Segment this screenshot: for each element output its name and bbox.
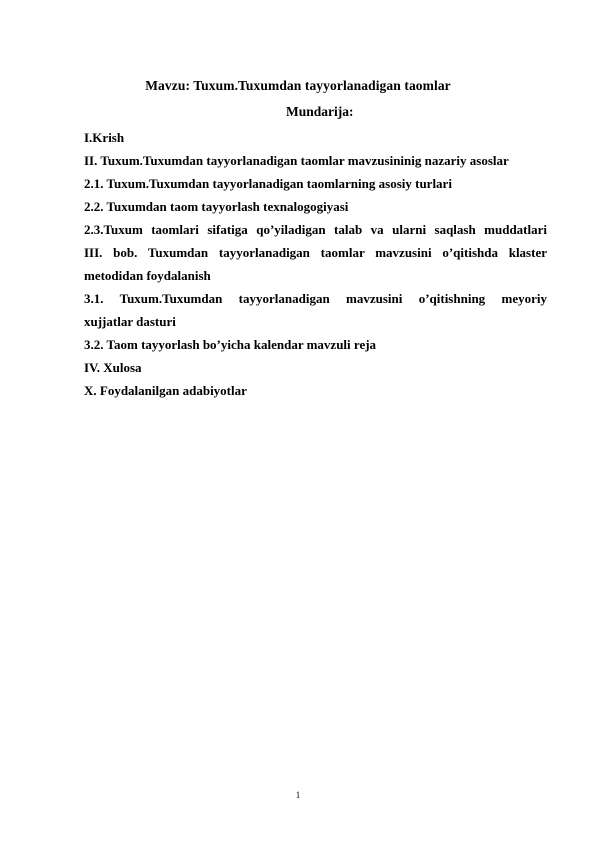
toc-entry: 2.3.Tuxum taomlari sifatiga qo’yiladigan talab va ularni saqlash muddatlari [84,222,547,237]
toc-entry: IV. Xulosa [84,360,142,375]
toc-entry: 3.1. Tuxum.Tuxumdan tayyorlanadigan mavzusini o’qitishning meyoriy [84,291,547,306]
contents-heading: Mundarija: [286,104,354,119]
toc-entry-continuation: metodidan foydalanish [84,268,211,283]
toc-entry: X. Foydalanilgan adabiyotlar [84,383,247,398]
toc-entry-continuation: xujjatlar dasturi [84,314,176,329]
page-number: 1 [295,790,301,800]
toc-entry: 3.2. Taom tayyorlash bo’yicha kalendar mavzuli reja [84,337,377,352]
toc-entry: III. bob. Tuxumdan tayyorlanadigan taomlar mavzusini o’qitishda klaster [84,245,547,260]
toc-entry: II. Tuxum.Tuxumdan tayyorlanadigan taomlar mavzusininig nazariy asoslar [84,153,509,168]
document-title: Mavzu: Tuxum.Tuxumdan tayyorlanadigan taomlar [145,78,451,93]
toc-entry: I.Krish [84,130,125,145]
toc-entry: 2.2. Tuxumdan taom tayyorlash texnalogogiyasi [84,199,349,214]
table-of-contents [84,126,547,402]
toc-entry: 2.1. Tuxum.Tuxumdan tayyorlanadigan taomlarning asosiy turlari [84,176,452,191]
